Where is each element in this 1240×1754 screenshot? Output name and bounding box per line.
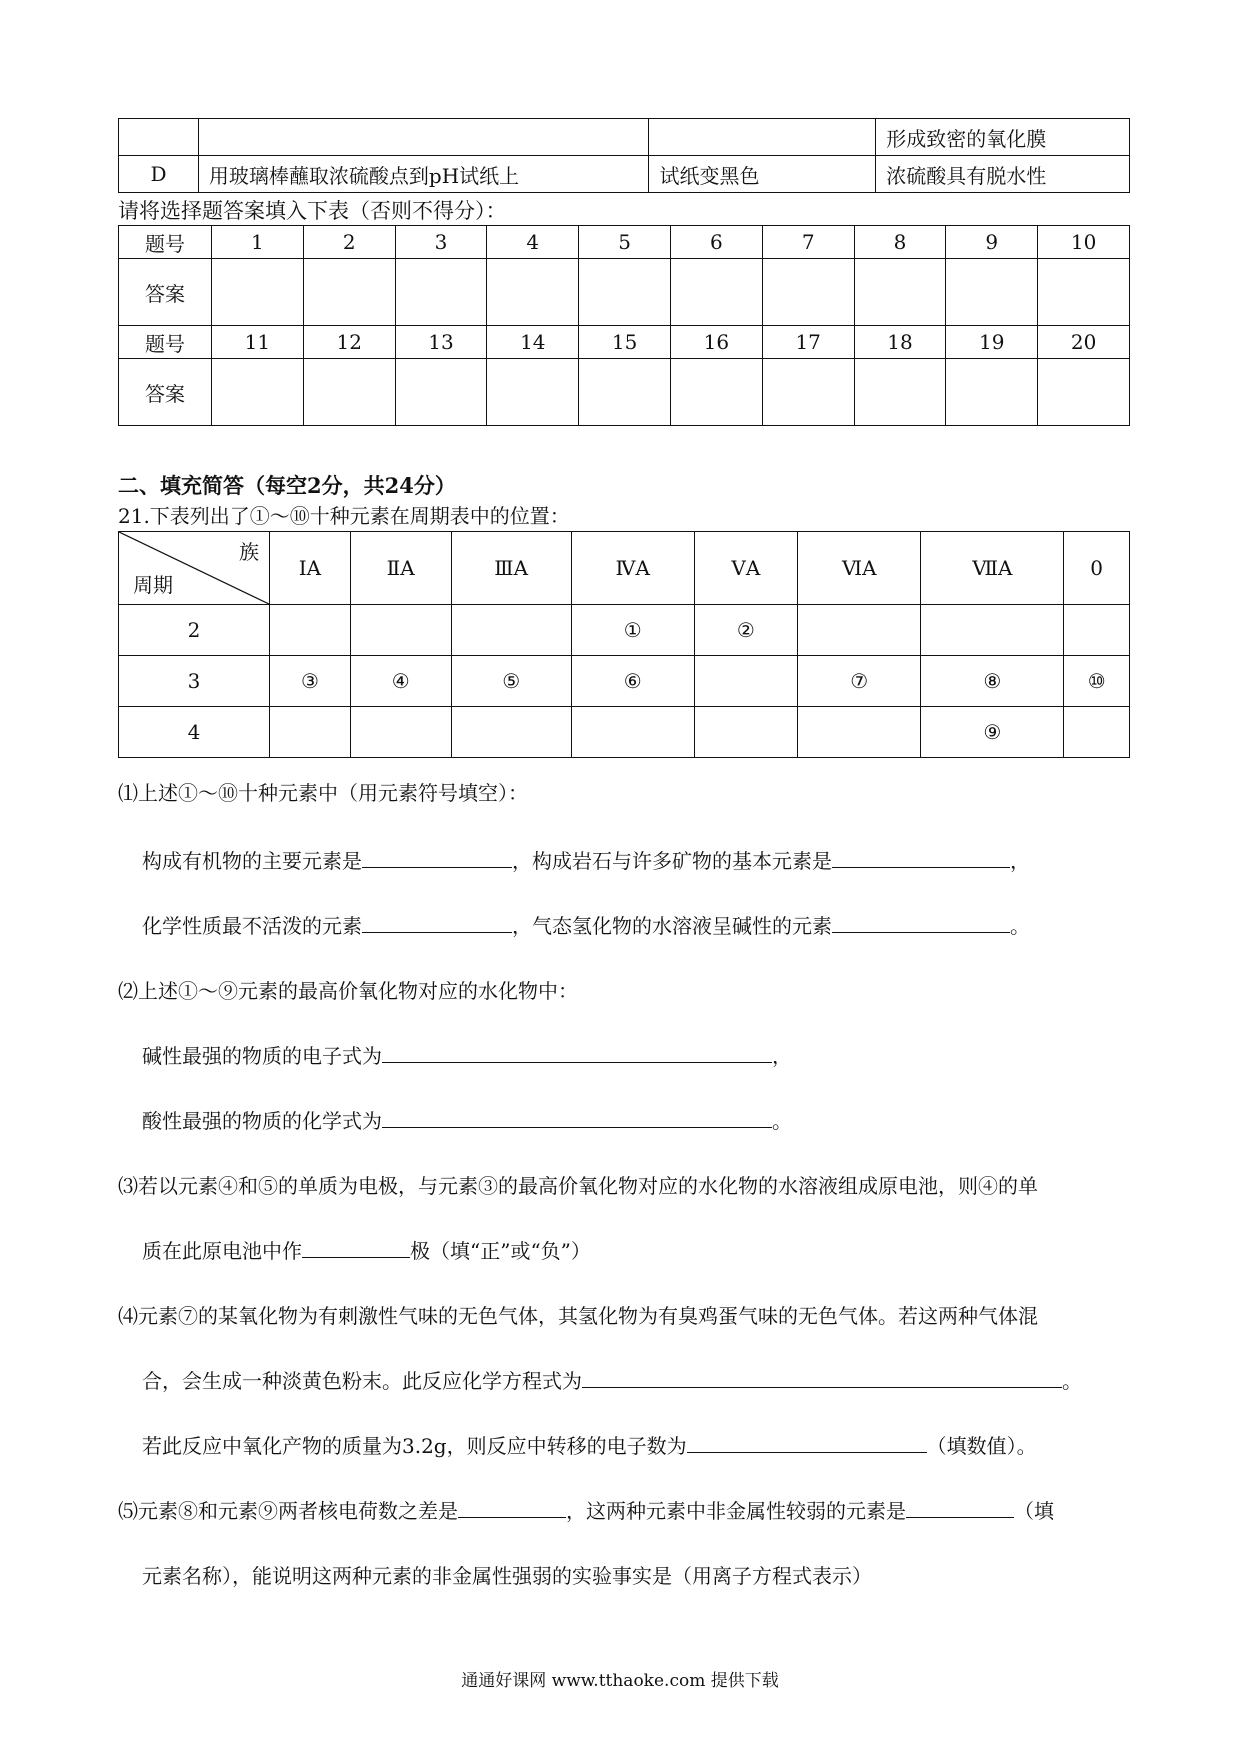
answer-cell[interactable] [854, 359, 946, 426]
group-header: ⅣA [571, 532, 694, 605]
answer-cell[interactable] [212, 359, 304, 426]
q4-text-d: （填数值）。 [926, 1434, 1037, 1458]
group-header: ⅥA [798, 532, 921, 605]
q1-line-2 [142, 910, 1030, 939]
question-number: 1 [212, 226, 304, 259]
element-cell [694, 707, 798, 758]
element-cell [451, 605, 571, 656]
period-row [119, 707, 1130, 758]
element-cell: ③ [270, 656, 351, 707]
question-number: 5 [579, 226, 671, 259]
q1-text-d: 化学性质最不活泼的元素 [142, 914, 362, 938]
answer-instruction: 请将选择题答案填入下表（否则不得分）： [118, 199, 507, 223]
q5-line-1 [118, 1495, 1054, 1524]
q3-text-a: 质在此原电池中作 [142, 1239, 302, 1263]
q5-line-2: 元素名称），能说明这两种元素的非金属性强弱的实验事实是（用离子方程式表示） [142, 1564, 872, 1588]
group-header: ⅢA [451, 532, 571, 605]
q1-text-b: ，构成岩石与许多矿物的基本元素是 [512, 849, 832, 873]
group-header: ⅡA [350, 532, 451, 605]
answer-cell[interactable] [1038, 359, 1130, 426]
corner-cell [119, 532, 270, 605]
element-cell: ② [694, 605, 798, 656]
q1-text-e: ，气态氢化物的水溶液呈碱性的元素 [512, 914, 832, 938]
element-cell [798, 605, 921, 656]
q1-text-f: 。 [1010, 914, 1030, 938]
element-cell [270, 707, 351, 758]
element-cell [451, 707, 571, 758]
answer-cell[interactable] [762, 259, 854, 326]
q2-text-d: 。 [772, 1109, 792, 1133]
question-number: 15 [579, 326, 671, 359]
answer-blank[interactable] [458, 1495, 566, 1518]
answer-blank[interactable] [832, 845, 1010, 868]
q1-intro: ⑴上述①～⑩十种元素中（用元素符号填空）： [118, 781, 528, 805]
question-number: 19 [946, 326, 1038, 359]
question-number: 4 [487, 226, 579, 259]
row-label: 答案 [119, 359, 212, 426]
answer-cell[interactable] [579, 359, 671, 426]
answer-blank[interactable] [687, 1430, 927, 1453]
answer-cell[interactable] [303, 259, 395, 326]
row-label: 答案 [119, 259, 212, 326]
question-number: 11 [212, 326, 304, 359]
question-number: 18 [854, 326, 946, 359]
row-label [119, 119, 199, 156]
answer-cell[interactable] [303, 359, 395, 426]
answer-row [119, 359, 1130, 426]
q4-text-a: 合，会生成一种淡黄色粉末。此反应化学方程式为 [142, 1369, 582, 1393]
element-cell [1064, 605, 1130, 656]
q3-line-2 [142, 1235, 591, 1264]
period-row [119, 605, 1130, 656]
group-header-row [119, 532, 1130, 605]
q1-text-c: ， [1010, 849, 1030, 873]
number-row [119, 326, 1130, 359]
group-header: ⅤA [694, 532, 798, 605]
q2-text-a: 碱性最强的物质的电子式为 [142, 1044, 382, 1068]
q2-line-1 [142, 1040, 792, 1069]
element-cell [270, 605, 351, 656]
question-number: 7 [762, 226, 854, 259]
answer-cell[interactable] [670, 359, 762, 426]
q1-text-a: 构成有机物的主要元素是 [142, 849, 362, 873]
answer-row [119, 259, 1130, 326]
element-cell [921, 605, 1064, 656]
element-cell: ⑩ [1064, 656, 1130, 707]
element-cell: ① [571, 605, 694, 656]
q1-line-1 [142, 845, 1030, 874]
answer-cell[interactable] [1038, 259, 1130, 326]
question-number: 10 [1038, 226, 1130, 259]
q4-line-3 [142, 1430, 1037, 1459]
q2-line-2 [142, 1105, 792, 1134]
q5-text-a: ⑸元素⑧和元素⑨两者核电荷数之差是 [118, 1499, 458, 1523]
row-label: 题号 [119, 226, 212, 259]
number-row [119, 226, 1130, 259]
element-cell: ⑨ [921, 707, 1064, 758]
answer-cell[interactable] [946, 259, 1038, 326]
page-footer: 通通好课网 www.tthaoke.com 提供下载 [461, 1671, 779, 1691]
answer-blank[interactable] [302, 1235, 410, 1258]
question-number: 3 [395, 226, 487, 259]
periodic-table [118, 531, 1130, 758]
answer-cell[interactable] [946, 359, 1038, 426]
answer-cell[interactable] [670, 259, 762, 326]
group-label: 族 [239, 540, 259, 564]
conclusion-cell: 形成致密的氧化膜 [876, 119, 1130, 156]
element-cell [350, 707, 451, 758]
conclusion-cell: 浓硫酸具有脱水性 [876, 156, 1130, 193]
operation-cell: 用玻璃棒蘸取浓硫酸点到pH试纸上 [198, 156, 649, 193]
answer-blank[interactable] [832, 910, 1010, 933]
section-title: 二、填充简答（每空2分，共24分） [118, 473, 456, 498]
question-21-intro: 21.下表列出了①～⑩十种元素在周期表中的位置： [118, 504, 570, 528]
q4-line-2 [142, 1365, 1082, 1394]
period-number: 4 [119, 707, 270, 758]
group-header: ⅠA [270, 532, 351, 605]
question-number: 12 [303, 326, 395, 359]
group-header: ⅦA [921, 532, 1064, 605]
answer-cell[interactable] [854, 259, 946, 326]
answer-blank[interactable] [362, 845, 512, 868]
period-row [119, 656, 1130, 707]
answer-cell[interactable] [762, 359, 854, 426]
answer-cell[interactable] [579, 259, 671, 326]
element-cell [571, 707, 694, 758]
question-number: 8 [854, 226, 946, 259]
period-number: 3 [119, 656, 270, 707]
q4-line-1: ⑷元素⑦的某氧化物为有刺激性气味的无色气体，其氢化物为有臭鸡蛋气味的无色气体。若这两种气体混 [118, 1304, 1038, 1328]
answer-cell[interactable] [487, 359, 579, 426]
question-number: 13 [395, 326, 487, 359]
answer-blank[interactable] [906, 1495, 1014, 1518]
element-cell [798, 707, 921, 758]
row-label: D [119, 156, 199, 193]
element-cell: ⑥ [571, 656, 694, 707]
phenomenon-cell [649, 119, 876, 156]
q2-text-c: 酸性最强的物质的化学式为 [142, 1109, 382, 1133]
answer-cell[interactable] [487, 259, 579, 326]
question-number: 16 [670, 326, 762, 359]
answer-blank[interactable] [582, 1365, 1062, 1388]
question-number: 6 [670, 226, 762, 259]
element-cell: ⑦ [798, 656, 921, 707]
element-cell: ⑧ [921, 656, 1064, 707]
question-number: 17 [762, 326, 854, 359]
q4-text-c: 若此反应中氧化产物的质量为3.2g，则反应中转移的电子数为 [142, 1434, 687, 1458]
element-cell: ④ [350, 656, 451, 707]
answer-cell[interactable] [212, 259, 304, 326]
period-label: 周期 [133, 573, 173, 597]
row-label: 题号 [119, 326, 212, 359]
element-cell [350, 605, 451, 656]
answer-table [118, 225, 1130, 426]
q2-intro: ⑵上述①～⑨元素的最高价氧化物对应的水化物中： [118, 979, 578, 1003]
table-row [119, 156, 1130, 193]
phenomenon-cell: 试纸变黑色 [649, 156, 876, 193]
q3-line-1: ⑶若以元素④和⑤的单质为电极，与元素③的最高价氧化物对应的水化物的水溶液组成原电池，则④的单 [118, 1174, 1038, 1198]
operation-cell [198, 119, 649, 156]
element-cell: ⑤ [451, 656, 571, 707]
element-cell [1064, 707, 1130, 758]
answer-blank[interactable] [362, 910, 512, 933]
group-header: 0 [1064, 532, 1130, 605]
question-number: 9 [946, 226, 1038, 259]
question-number: 20 [1038, 326, 1130, 359]
period-number: 2 [119, 605, 270, 656]
experiment-table [118, 118, 1130, 193]
table-row [119, 119, 1130, 156]
element-cell [694, 656, 798, 707]
answer-cell[interactable] [395, 259, 487, 326]
question-number: 2 [303, 226, 395, 259]
answer-cell[interactable] [395, 359, 487, 426]
q5-text-b: ，这两种元素中非金属性较弱的元素是 [566, 1499, 906, 1523]
answer-blank[interactable] [382, 1105, 772, 1128]
q5-text-c: （填 [1014, 1499, 1054, 1523]
question-number: 14 [487, 326, 579, 359]
q3-text-b: 极（填“正”或“负”） [410, 1239, 591, 1263]
q4-text-b: 。 [1062, 1369, 1082, 1393]
q2-text-b: ， [772, 1044, 792, 1068]
answer-blank[interactable] [382, 1040, 772, 1063]
